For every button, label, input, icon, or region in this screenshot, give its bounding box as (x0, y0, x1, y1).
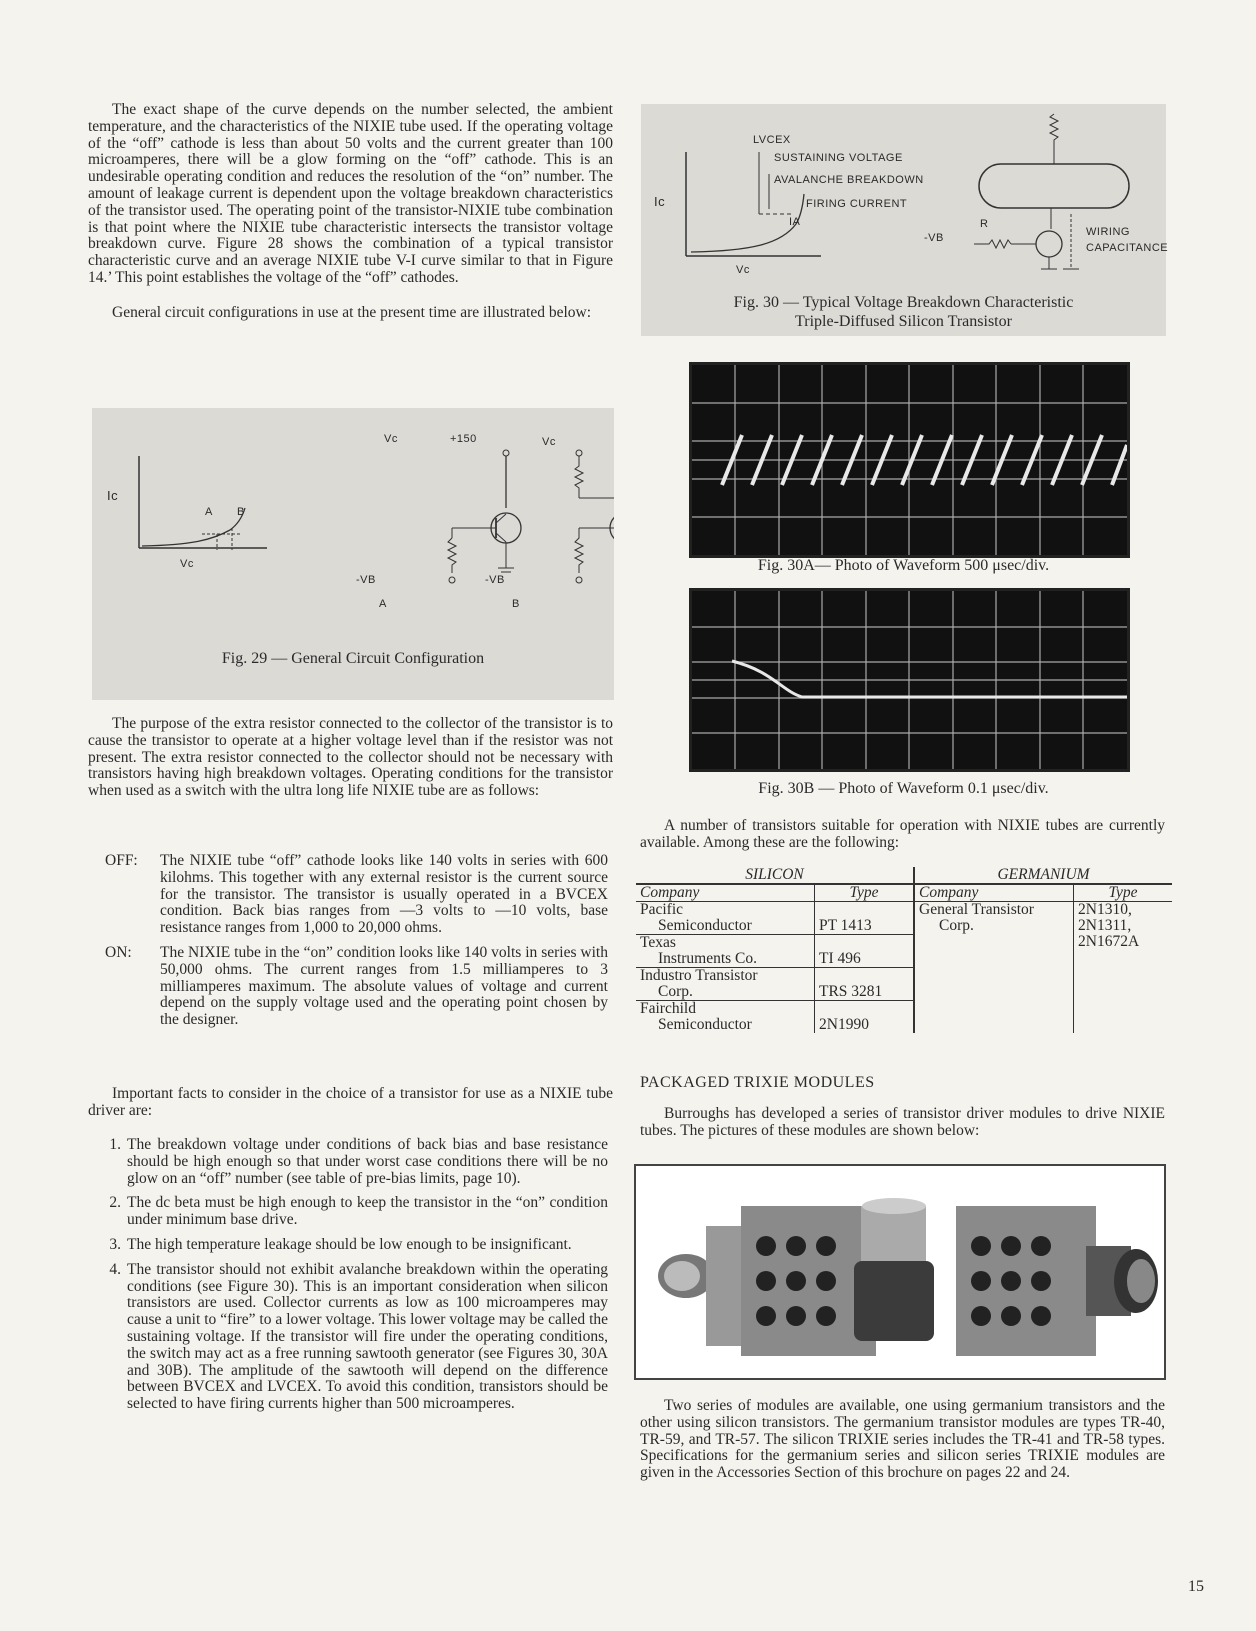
si-type: TRS 3281 (815, 968, 915, 1001)
list-item (88, 1237, 608, 1254)
fig29-caption: Fig. 29 — General Circuit Configuration (221, 650, 485, 667)
list-item-number: 2. (109, 1194, 121, 1212)
figure-29 (92, 408, 614, 700)
fig30-avalanche: AVALANCHE BREAKDOWN (774, 174, 924, 186)
off-body: The NIXIE tube “off” cathode looks like 140 volts in series with 600 kilohms. This together with any external resistor is the current source for the transistor. The transistor is usually operated in a BVCEX condition. Back bias ranges from —3 volts to —10 volts, base resistance ranges from 1,000 to 20,000 ohms. (160, 852, 608, 937)
modules-series (640, 1398, 1165, 1482)
fig29-point-b: B (237, 506, 245, 518)
fig30-r: R (980, 218, 989, 230)
ge-company-cell (914, 902, 1074, 1034)
list-item-text: The dc beta must be high enough to keep the transistor in the “on” condition under minimum base drive. (127, 1194, 608, 1229)
fig30-sustaining: SUSTAINING VOLTAGE (774, 152, 903, 164)
list-item-number: 4. (109, 1260, 121, 1278)
fig29-vc-axis-label: Vc (180, 558, 194, 570)
fig30-wiring: WIRING (1086, 226, 1130, 238)
fig30-lvcex: LVCEX (753, 134, 791, 146)
list-item-text: The high temperature leakage should be low enough to be insignificant. (127, 1235, 572, 1253)
trixie-intro-paragraph: Burroughs has developed a series of transistor driver modules to drive NIXIE tubes. The pictures of these modules are shown below: (640, 1105, 1165, 1139)
fig30-caption-line1: Fig. 30 — Typical Voltage Breakdown Characteristic (733, 294, 1074, 311)
list-item (88, 1262, 608, 1413)
fig30b-oscilloscope-photo (689, 588, 1130, 772)
si-type-header: Type (815, 884, 915, 902)
ge-type: 2N1311, (1078, 917, 1132, 934)
section-heading: PACKAGED TRIXIE MODULES (640, 1074, 875, 1091)
list-item (88, 1137, 608, 1187)
si-company: Industro Transistor (640, 967, 758, 984)
fig29-label-b: B (512, 598, 520, 610)
on-body: The NIXIE tube in the “on” condition looks like 140 volts in series with 50,000 ohms. The current ranges from 1.5 milliamperes to 3 milliamperes maximum. The absolute values of voltage and current depend on the supply voltage used and the operating point chosen by the designer. (160, 943, 608, 1029)
fig30-ia: IA (789, 216, 801, 228)
si-company-cont: Corp. (658, 983, 693, 1000)
transistor-table (636, 867, 1172, 1033)
fig30-vc: Vc (736, 264, 750, 276)
transistors-intro (640, 818, 1165, 852)
list-item-text: The breakdown voltage under conditions of back bias and base resistance should be high enough so that under worst case conditions there will be no glow on an “off” number (see table of pre-bias limits, page 10). (127, 1136, 608, 1187)
fig30a-caption: Fig. 30A— Photo of Waveform 500 μsec/div. (757, 557, 1050, 574)
general-circuit-paragraph: General circuit configurations in use at the present time are illustrated below: (112, 303, 592, 321)
off-condition (105, 853, 608, 937)
fig29-vc-a: Vc (384, 433, 398, 445)
list-item (88, 1195, 608, 1229)
si-company-cont: Instruments Co. (658, 950, 758, 967)
ge-company-cont: Corp. (939, 917, 974, 934)
facts-intro (88, 1086, 613, 1120)
fig29-vb-b: -VB (485, 574, 505, 586)
modules-paragraph: Two series of modules are available, one using germanium transistors and the other using silicon transistors. The germanium transistor modules are types TR-40, TR-59, and TR-57. The silicon TRIXIE series includes the TR-41 and TR-58 types. Specifications for the germanium series and silicon series TRIXIE modules are given in the Accessories Section of this brochure on pages 22 and 24. (640, 1397, 1165, 1482)
fig30a-oscilloscope-photo (689, 362, 1130, 558)
off-term: OFF: (105, 852, 138, 869)
list-item-number: 1. (109, 1136, 121, 1153)
si-company-header: Company (636, 884, 815, 902)
si-company: Fairchild (640, 1000, 696, 1017)
fig30b-caption: Fig. 30B — Photo of Waveform 0.1 μsec/div. (758, 780, 1049, 797)
operating-conditions (105, 853, 608, 1029)
table-row (636, 902, 815, 935)
list-item-text: The transistor should not exhibit avalanche breakdown within the operating conditions (see Figure 30). This is an important consideration when silicon transistors are used. Collector currents as low as 100 microamperes may cause a unit to “fire” to a lower voltage. This lower voltage may be called the sustaining voltage. If the transistor will fire under the operating conditions, the switch may act as a free running sawtooth generator (see Figures 30, 30A and 30B). The amplitude of the sawtooth will depend on the difference between BVCEX and LVCEX. To avoid this condition, transistors should be selected to have firing currents higher than 500 microamperes. (127, 1260, 608, 1413)
fig30-vb: -VB (924, 232, 944, 244)
silicon-header: SILICON (636, 867, 914, 884)
fig30-firing: FIRING CURRENT (806, 198, 908, 210)
fig30a-waveform (692, 365, 1127, 555)
fig30-ic: Ic (654, 194, 666, 209)
intro-paragraph: The exact shape of the curve depends on the number selected, the ambient temperature, and the characteristics of the NIXIE tube used. If the operating voltage of the “off” cathode is less than about 50 volts and the current greater than 100 microamperes, there will be a glow forming on the “off” cathode. This is an undesirable operating condition and reduces the resolution of the “on” number. The amount of leakage current is dependent upon the voltage breakdown characteristics of the transistor used. The operating point of the transistor-NIXIE tube combination is that point where the NIXIE tube characteristic intersects the transistor voltage breakdown curve. Figure 28 shows the combination of a typical transistor characteristic curve and an average NIXIE tube V-I curve similar to that in Figure 14.’ This point establishes the voltage of the “off” cathodes. (88, 101, 613, 286)
ge-type-header: Type (1074, 884, 1173, 902)
figure-30 (641, 104, 1169, 336)
facts-list (88, 1137, 608, 1421)
si-type: 2N1990 (815, 1001, 915, 1034)
fig29-label-a: A (379, 598, 387, 610)
fig29-vc-b: Vc (542, 436, 556, 448)
table-row (636, 935, 815, 968)
ge-company: General Transistor (919, 901, 1034, 918)
fig30-caption-line2: Triple-Diffused Silicon Transistor (795, 313, 1012, 330)
fig29-ic-label: Ic (107, 488, 119, 503)
fig30-capacitance: CAPACITANCE (1086, 242, 1169, 254)
si-company-cont: Semiconductor (658, 917, 752, 934)
si-company: Texas (640, 934, 676, 951)
list-item-number: 3. (109, 1235, 121, 1253)
on-term: ON: (105, 943, 132, 961)
facts-paragraph: Important facts to consider in the choice of a transistor for use as a NIXIE tube driver are: (88, 1085, 613, 1119)
si-company-cont: Semiconductor (658, 1016, 752, 1033)
table-row (636, 1001, 815, 1034)
extra-resistor-paragraph: The purpose of the extra resistor connected to the collector of the transistor is to cause the transistor to operate at a higher voltage level than if the resistor was not present. The extra resistor connected to the collector should not be necessary with transistors having high breakdown voltages. Operating conditions for the transistor when used as a switch with the ultra long life NIXIE tube are as follows: (88, 715, 613, 800)
left-column (88, 102, 613, 322)
ge-type-cell (1074, 902, 1173, 1034)
modules-illustration (636, 1166, 1164, 1378)
si-type: PT 1413 (815, 902, 915, 935)
fig29-point-a: A (205, 506, 213, 518)
fig30b-waveform (692, 591, 1127, 769)
ge-company-header: Company (914, 884, 1074, 902)
germanium-header: GERMANIUM (914, 867, 1172, 884)
transistors-paragraph: A number of transistors suitable for operation with NIXIE tubes are currently available. Among these are the following: (640, 817, 1165, 851)
trixie-modules-photo (634, 1164, 1166, 1380)
ge-type: 2N1672A (1078, 933, 1140, 950)
on-condition (105, 945, 608, 1029)
si-company: Pacific (640, 901, 684, 918)
fig29-vb-a: -VB (356, 574, 376, 586)
fig29-plus150: +150 (450, 433, 477, 445)
trixie-section (640, 1074, 1165, 1140)
ge-type: 2N1310, (1078, 901, 1132, 918)
page-number: 15 (1188, 1578, 1204, 1595)
table-row (636, 968, 815, 1001)
si-type: TI 496 (815, 935, 915, 968)
left-column-lower (88, 716, 613, 800)
